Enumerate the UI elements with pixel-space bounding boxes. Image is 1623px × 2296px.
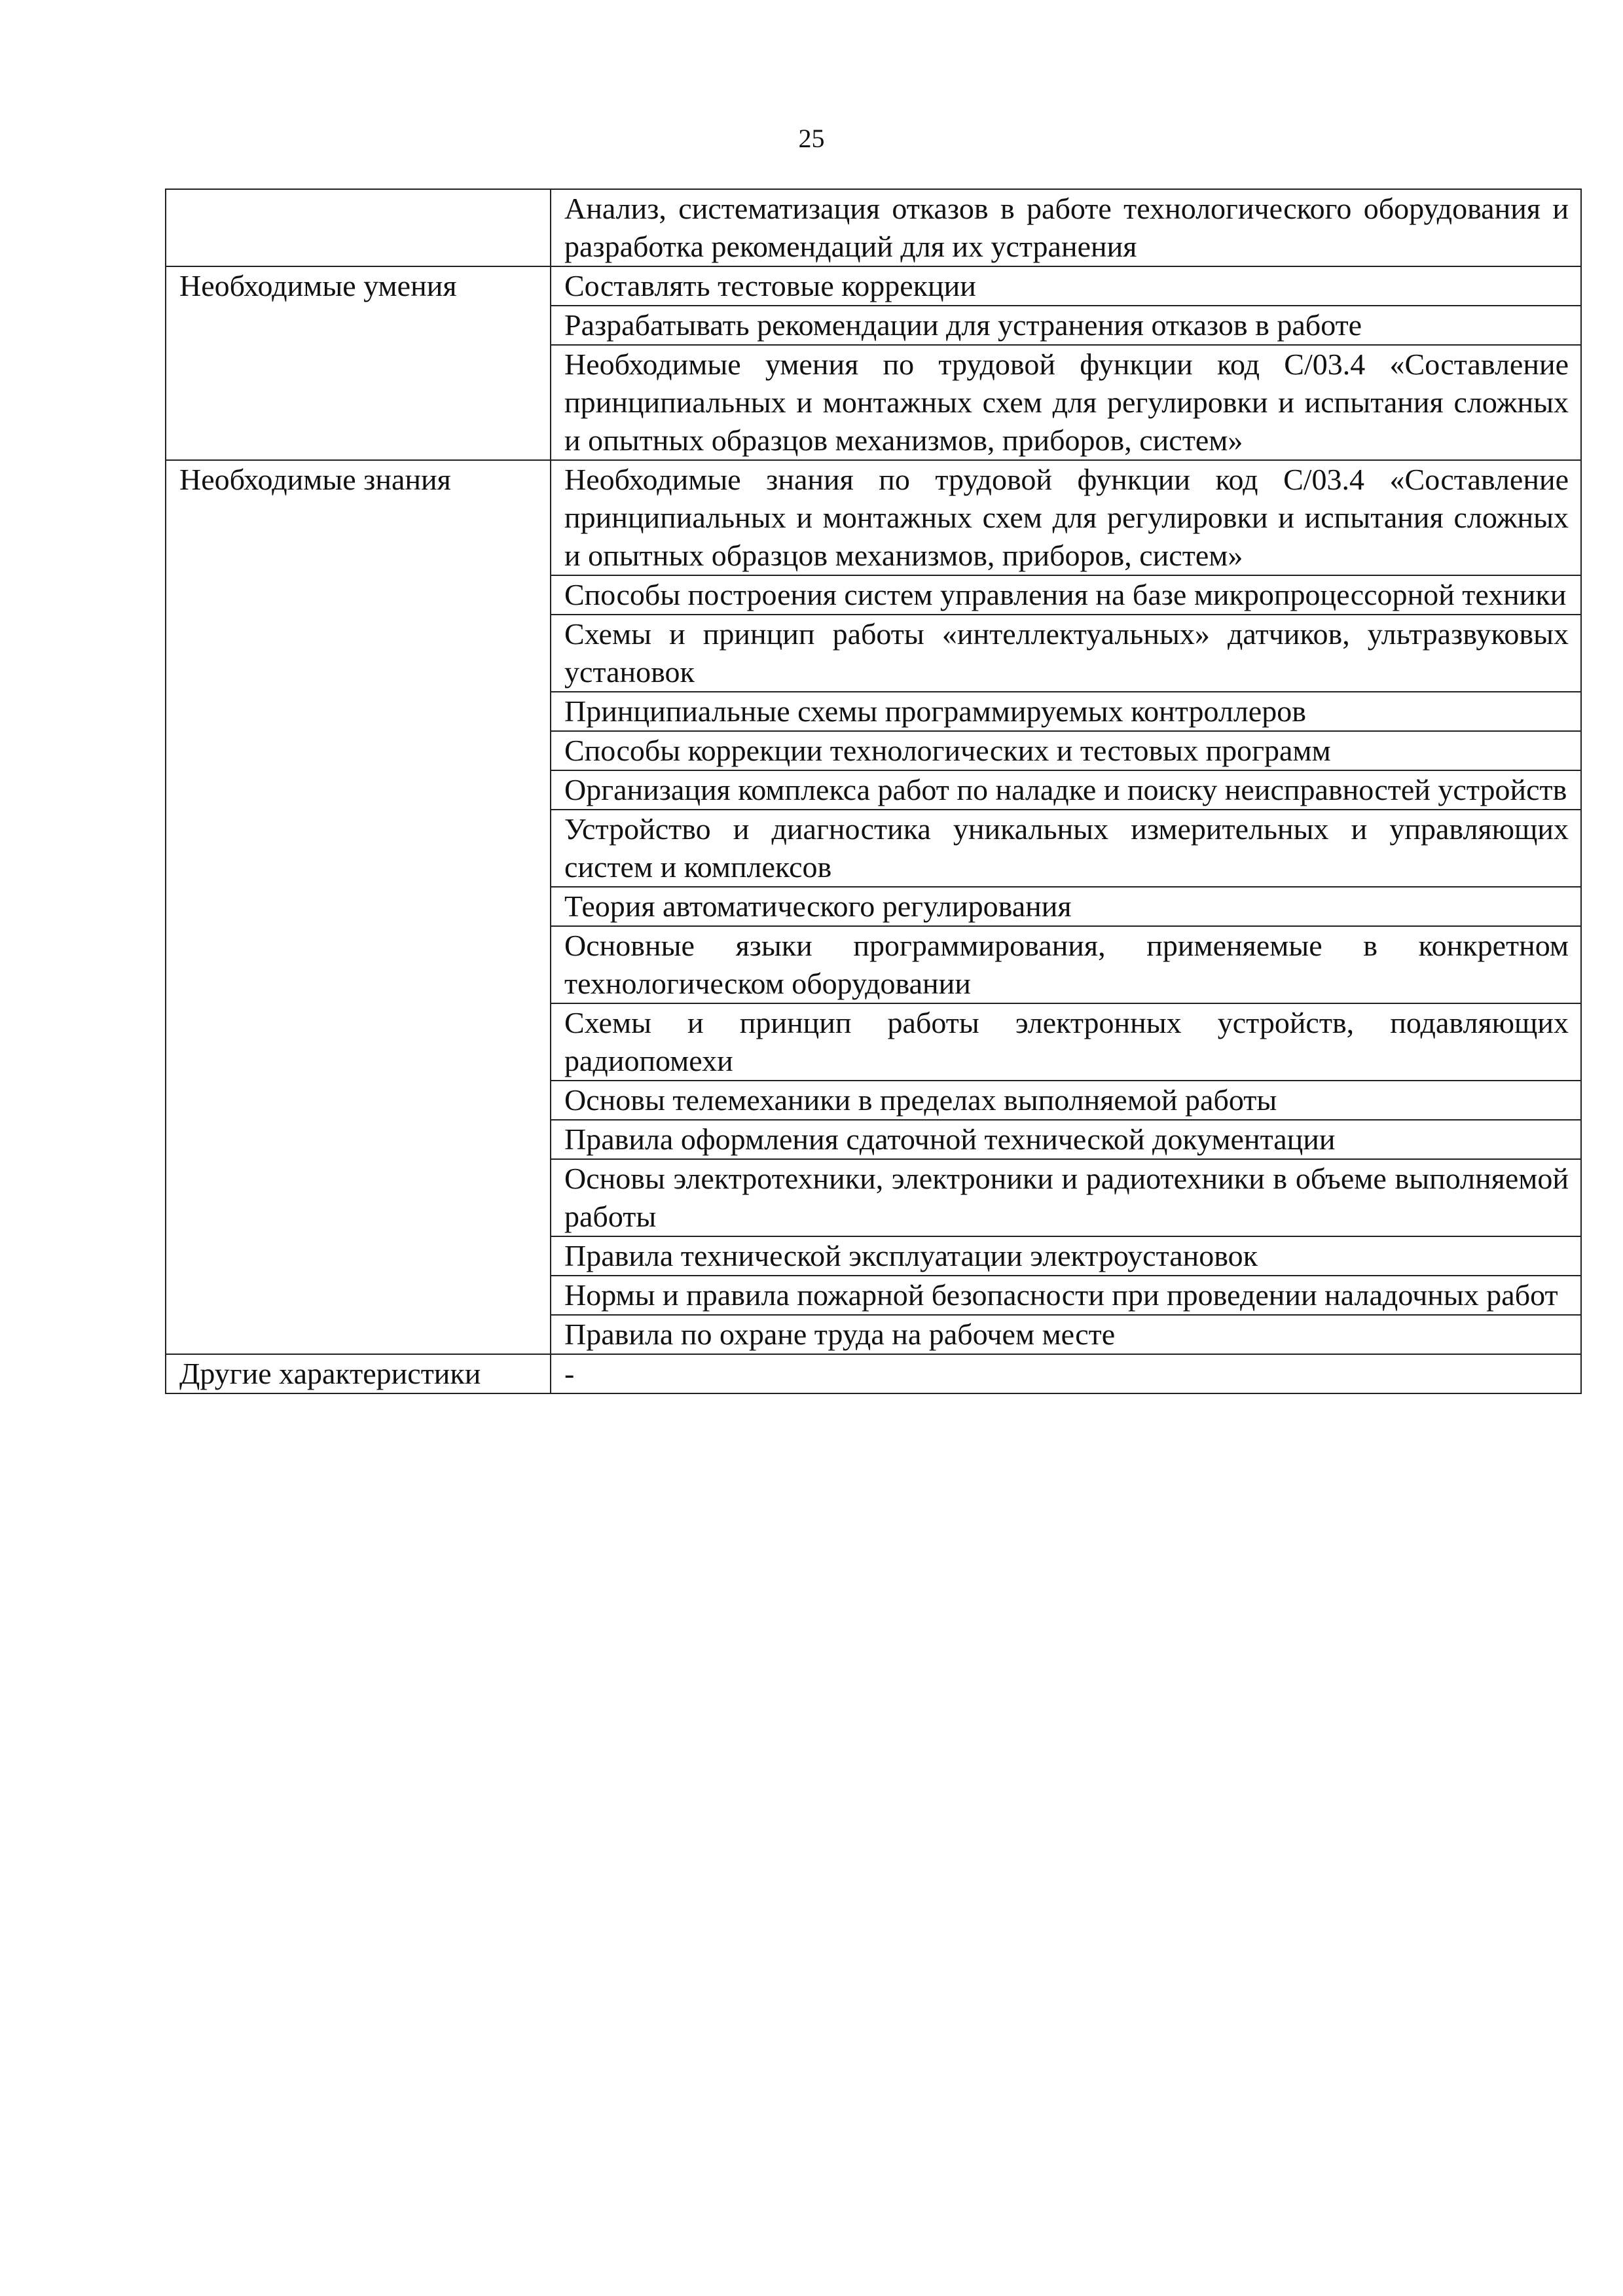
- knowledge-item: Правила технической эксплуатации электроустановок: [551, 1236, 1581, 1276]
- table-cell-value: Анализ, систематизация отказов в работе технологического оборудования и разработка рекомендаций для их устранения: [551, 189, 1581, 266]
- knowledge-item: Принципиальные схемы программируемых контроллеров: [551, 692, 1581, 731]
- qualification-table: [165, 188, 1582, 1394]
- skill-item: Составлять тестовые коррекции: [551, 266, 1581, 306]
- knowledge-item: Необходимые знания по трудовой функции код C/03.4 «Составление принципиальных и монтажных схем для регулировки и испытания сложных и опытных образцов механизмов, приборов, систем»: [551, 460, 1581, 575]
- knowledge-item: Схемы и принцип работы «интеллектуальных» датчиков, ультразвуковых установок: [551, 615, 1581, 692]
- knowledge-item: Правила оформления сдаточной технической документации: [551, 1120, 1581, 1159]
- page-number: 25: [798, 124, 825, 153]
- knowledge-item: Основы телемеханики в пределах выполняемой работы: [551, 1081, 1581, 1120]
- skills-label: Необходимые умения: [166, 266, 551, 460]
- knowledge-item: Основы электротехники, электроники и радиотехники в объеме выполняемой работы: [551, 1159, 1581, 1236]
- table-row: [166, 1354, 1581, 1393]
- knowledge-item: Схемы и принцип работы электронных устройств, подавляющих радиопомехи: [551, 1003, 1581, 1081]
- empty-label-cell: [166, 189, 551, 266]
- knowledge-item: Теория автоматического регулирования: [551, 887, 1581, 926]
- knowledge-item: Нормы и правила пожарной безопасности при проведении наладочных работ: [551, 1276, 1581, 1315]
- skill-item: Разрабатывать рекомендации для устранения отказов в работе: [551, 306, 1581, 345]
- knowledge-item: Организация комплекса работ по наладке и поиску неисправностей устройств: [551, 770, 1581, 810]
- knowledge-item: Способы коррекции технологических и тестовых программ: [551, 731, 1581, 770]
- knowledge-item: Устройство и диагностика уникальных измерительных и управляющих систем и комплексов: [551, 810, 1581, 887]
- knowledge-label: Необходимые знания: [166, 460, 551, 1354]
- other-value: -: [551, 1354, 1581, 1393]
- knowledge-item: Правила по охране труда на рабочем месте: [551, 1315, 1581, 1354]
- table-row: [166, 460, 1581, 575]
- knowledge-item: Способы построения систем управления на базе микропроцессорной техники: [551, 575, 1581, 615]
- skill-item: Необходимые умения по трудовой функции код C/03.4 «Составление принципиальных и монтажных схем для регулировки и испытания сложных и опытных образцов механизмов, приборов, систем»: [551, 345, 1581, 460]
- table-row: [166, 189, 1581, 266]
- table-row: [166, 266, 1581, 306]
- knowledge-item: Основные языки программирования, применяемые в конкретном технологическом оборудовании: [551, 926, 1581, 1003]
- other-label: Другие характеристики: [166, 1354, 551, 1393]
